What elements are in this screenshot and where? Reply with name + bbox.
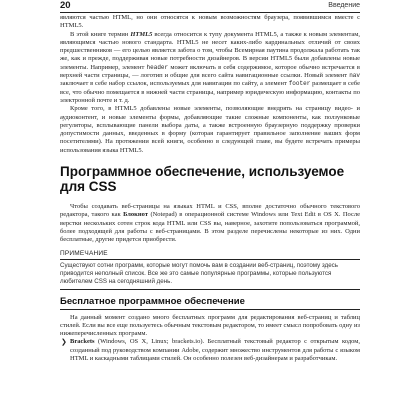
page-body [60,14,360,363]
note-text: Существуют сотни программ, которые могут помочь вам в создании веб-страниц, поэтому здесь приводится неполный список. Все же это самые популярные программы, которые пользуются любителем CSS на сегодняшний день. [60,262,360,290]
text-run: (Notepad) в операционной системе Windows или Text Edit в OS X. После верстки нескольких сотен строк кода HTML или CSS вы, наверное, захотите попользоваться программой, более подходящей для работы с веб-страницами. В этом разделе перечислены некоторые из них. Одни бесплатные, другие придется приобрести. [60,211,360,244]
page-number: 20 [60,0,71,11]
text-run: заключает в себе набор ссылок, используемых для навигации по сайту, а элемент [60,80,289,88]
section-paragraph-1 [60,203,360,244]
brackets-link[interactable]: brackets.io [172,338,201,346]
note-box [60,250,360,290]
note-label: ПРИМЕЧАНИЕ [60,250,360,260]
text-run: может включать в себя содержимое, которое обычно встречается в верхней части страницы, — логотип и общие для всего сайта навигационные ссылки. Новый элемент [60,63,360,80]
text-run: ). Бесплатный текстовый редактор с открытым кодом, созданный под руководством компании Adobe, содержит множество инструментов для работы с языком HTML и каскадными таблицами стилей. Он особенно полезен веб-дизайнерам и разработчикам. [70,338,361,363]
running-head: Введение [328,2,360,9]
text-run: (Windows, OS X, Linux; [94,338,173,346]
term-html5: HTML5 [130,30,153,38]
text-run: Чтобы создавать веб-страницы на языках HTML и CSS, вполне достаточно обычного текстового редактора, такого как [60,203,360,219]
brackets-name: Brackets [70,338,95,346]
intro-paragraph-1: являются частью HTML, но они относятся к новым возможностям браузера, появившимся вместе с HTML5. [60,14,360,30]
intro-paragraph-3: Кроме того, в HTML5 добавлены новые элементы, позволяющие внедрять на страницу видео- и аудиоконтент, и новые элементы формы, добавляющие такие сложные компоненты, как ползунковые регуляторы, всплывающие панели выбора даты, а также встроенную браузерную поддержку проверки допустимости данных, введенных в форму (которая гарантирует правильное заполнение ваших форм посетителями). На протяжении всей книги, особенно в следующей главе, вы будете встречать примеры использования языка HTML5. [60,105,360,154]
page-header [60,0,360,13]
code-header: header [146,63,169,71]
subsection-heading: Бесплатное программное обеспечение [60,296,360,310]
notepad-term: Блокнот [123,211,149,219]
subsection-paragraph-1: На данный момент создано много бесплатных программ для редактирования веб-страниц и таблиц стилей. Если вы все еще пользуетесь обычным текстовым редактором, то имеет смысл попробовать одну из нижеперечисленных программ. [60,313,360,338]
bullet-arrow-icon: ❯ [61,338,67,347]
code-nav: nav [349,72,360,80]
list-item-brackets [60,338,360,363]
intro-paragraph-2 [60,31,360,106]
code-footer: footer [288,80,311,88]
text-run: всегда относится к тупу документа HTML5, а также к новым элементам, являющимся частью нового стандарта. HTML5 не несет каких-либо кардинальных отличий от своих предшественников — его целью является забота о том, чтобы Всемирная паутина продолжала работать так же, как и прежде, поддерживая новые потребности дизайнеров. В версии HTML5 были добавлены новые элементы. Например, элемент [60,30,360,71]
section-heading: Программное обеспечение, используемое для CSS [60,164,345,195]
text-run: В этой книге термин [70,30,131,38]
text-run: размещает в себе все, что обычно помещается в нижней части страницы, например юридическую информацию, контакты по электронной почте и т. д. [60,80,361,104]
